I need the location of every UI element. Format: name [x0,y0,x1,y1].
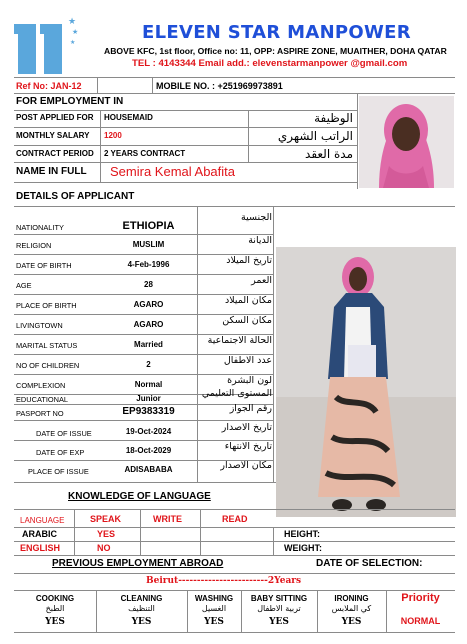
language-row-english: ENGLISH [20,543,61,553]
place-of-issue-value: ADISABABA [124,465,173,474]
svg-text:★: ★ [72,29,79,36]
previous-employment-entry: Beirut------------------------2Years [146,576,302,586]
skill-babysitting-label: BABY SITTING [250,594,308,603]
place-of-issue-label: PLACE OF ISSUE [28,467,89,476]
age-label: AGE [16,281,32,290]
age-arabic: العمر [251,275,272,286]
skill-ironing-value: YES [341,617,362,627]
skill-ironing-label: IRONING [334,594,369,603]
salary-arabic: الراتب الشهري [277,129,353,143]
place-of-birth-label: PLACE OF BIRTH [16,301,77,310]
language-row-arabic: ARABIC [22,529,57,539]
employment-section-title: FOR EMPLOYMENT IN [16,96,124,107]
applicant-name: Semira Kemal Abafita [110,164,236,179]
applicant-full-photo [276,247,456,517]
skill-ironing-arabic: كي الملابس [331,604,372,613]
write-header: WRITE [153,514,182,524]
skill-cleaning-arabic: التنظيف [128,604,155,613]
nationality-value: ETHIOPIA [122,220,175,232]
read-header: READ [222,514,248,524]
weight-label: WEIGHT: [284,543,322,553]
religion-label: RELIGION [16,241,52,250]
education-label: EDUCATIONAL [16,395,69,404]
education-value: Junior [136,394,161,403]
date-of-expiry-label: DATE OF EXP [36,448,85,457]
marital-status-value: Married [134,340,163,349]
education-arabic: المستوى التعليمي [201,388,272,399]
date-of-issue-value: 19-Oct-2024 [125,427,172,436]
children-arabic: عدد الاطفال [223,355,272,366]
post-applied-label: POST APPLIED FOR [16,113,94,122]
contract-arabic: مدة العقد [305,147,353,161]
place-of-issue-arabic: مكان الاصدار [220,460,272,471]
livingtown-label: LIVINGTOWN [16,321,63,330]
passport-no-label: PASPORT NO [16,409,64,418]
complexion-value: Normal [134,380,163,389]
language-section-title: KNOWLEDGE OF LANGUAGE [68,491,211,502]
priority-label: Priority [401,592,440,604]
age-value: 28 [144,280,153,289]
height-label: HEIGHT: [284,529,320,539]
skill-babysitting-arabic: تربية الاطفال [257,604,301,613]
name-label: NAME IN FULL [16,166,87,177]
skill-washing-value: YES [204,617,224,627]
children-label: NO OF CHILDREN [16,361,80,370]
livingtown-value: AGARO [133,320,164,329]
ref-number: Ref No: JAN-12 [16,81,82,91]
nationality-label: NATIONALITY [16,223,64,232]
marital-status-arabic: الحالة الاجتماعية [207,335,272,346]
salary-value: 1200 [104,131,122,140]
agency-address: ABOVE KFC, 1st floor, Office no: 11, OPP: ASPIRE ZONE, MUAITHER, DOHA QATAR [104,46,447,56]
svg-text:★: ★ [68,16,77,26]
speak-header: SPEAK [90,514,122,524]
arabic-speak-value: YES [97,529,116,539]
complexion-arabic: لون البشرة [227,375,272,386]
religion-arabic: الديانة [248,235,272,246]
date-of-issue-arabic: تاريخ الاصدار [221,422,272,433]
applicant-portrait-photo [359,96,454,188]
contract-label: CONTRACT PERIOD [16,149,94,158]
date-of-issue-label: DATE OF ISSUE [36,429,92,438]
svg-text:★: ★ [70,40,76,46]
agency-logo [14,14,82,76]
dob-arabic: تاريخ الميلاد [226,255,272,266]
religion-value: MUSLIM [132,240,165,249]
children-value: 2 [146,360,151,369]
details-section-title: DETAILS OF APPLICANT [16,191,135,202]
skill-cooking-label: COOKING [35,594,75,603]
date-of-expiry-value: 18-Oct-2029 [125,446,172,455]
marital-status-label: MARITAL STATUS [16,341,78,350]
skill-cooking-value: YES [45,617,65,627]
skill-cleaning-label: CLEANING [120,594,163,603]
passport-no-arabic: رقم الجواز [229,403,272,414]
salary-label: MONTHLY SALARY [16,131,90,140]
nationality-arabic: الجنسية [241,212,272,223]
priority-value: NORMAL [400,616,441,626]
agency-contact: TEL : 4143344 Email add.: elevenstarmanpower @gmail.com [132,58,408,69]
place-of-birth-arabic: مكان الميلاد [224,295,272,306]
passport-no-value: EP9383319 [122,406,175,417]
skill-washing-arabic: الغسيل [201,604,227,613]
agency-name: ELEVEN STAR MANPOWER [142,22,411,43]
skill-washing-label: WASHING [194,594,234,603]
place-of-birth-value: AGARO [133,300,164,309]
contract-value: 2 YEARS CONTRACT [104,149,186,158]
mobile-number: MOBILE NO. : +251969973891 [156,81,283,91]
english-speak-value: NO [97,543,111,553]
skill-babysitting-value: YES [269,617,289,627]
livingtown-arabic: مكان السكن [222,315,272,326]
skill-cleaning-value: YES [131,617,152,627]
post-applied-arabic: الوظيفة [314,111,353,125]
complexion-label: COMPLEXION [16,381,66,390]
post-applied-value: HOUSEMAID [104,113,153,122]
dob-label: DATE OF BIRTH [16,261,72,270]
previous-employment-title: PREVIOUS EMPLOYMENT ABROAD [52,558,224,569]
date-of-expiry-arabic: تاريخ الانتهاء [224,441,272,452]
date-of-selection-label: DATE OF SELECTION: [316,558,423,569]
language-header: LANGUAGE [20,516,65,525]
skill-cooking-arabic: الطبخ [45,604,65,613]
dob-value: 4-Feb-1996 [127,260,170,269]
